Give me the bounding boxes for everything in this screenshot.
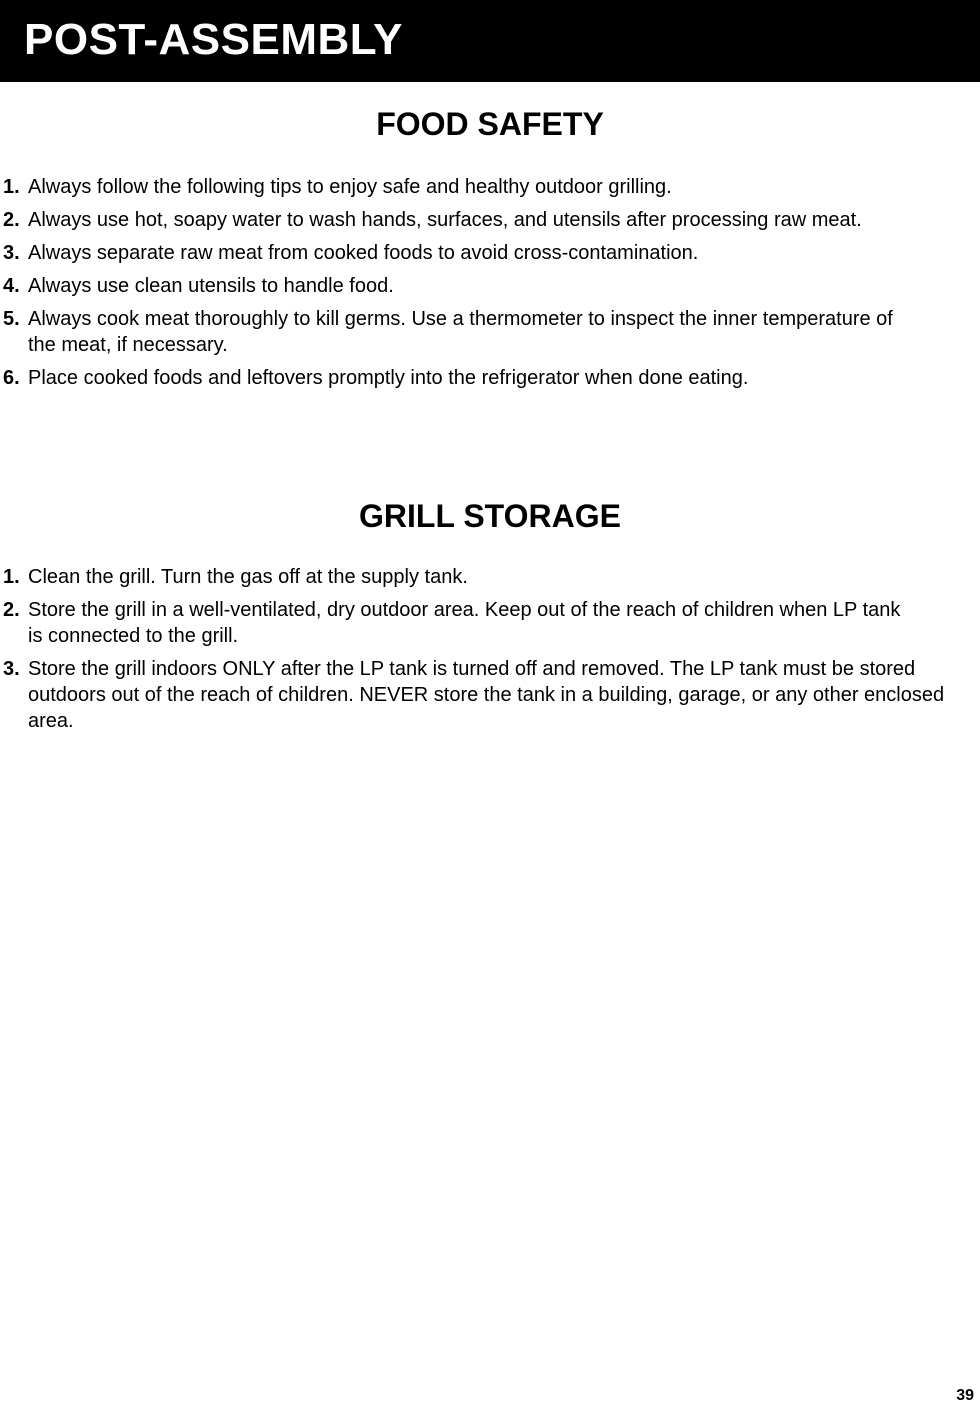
- grill-storage-section: [0, 496, 980, 741]
- item-text: Always separate raw meat from cooked foods to avoid cross-contamination.: [28, 242, 699, 264]
- grill-storage-item: [0, 656, 960, 734]
- item-text: Always follow the following tips to enjoy safe and healthy outdoor grilling.: [28, 176, 672, 198]
- food-safety-title: FOOD SAFETY: [376, 106, 604, 142]
- page-number: 39: [956, 1387, 974, 1404]
- item-number: 4.: [3, 275, 20, 297]
- food-safety-item: [0, 273, 910, 299]
- item-text: Store the grill indoors ONLY after the LP tank is turned off and removed. The LP tank must be stored outdoors out of the reach of children. NEVER store the tank in a building, garage, or any other enclosed area.: [28, 658, 945, 732]
- item-number: 5.: [3, 308, 20, 330]
- food-safety-item: [0, 207, 910, 233]
- grill-storage-list: [0, 564, 960, 734]
- food-safety-item: [0, 240, 910, 266]
- page-title: POST-ASSEMBLY: [24, 15, 403, 64]
- item-text: Always use clean utensils to handle food.: [28, 275, 394, 297]
- item-text: Always use hot, soapy water to wash hands, surfaces, and utensils after processing raw meat.: [28, 209, 862, 231]
- item-number: 3.: [3, 242, 20, 264]
- grill-storage-item: [0, 564, 960, 590]
- food-safety-list: [0, 174, 910, 391]
- item-number: 6.: [3, 367, 20, 389]
- header-bar: [0, 0, 980, 82]
- food-safety-item: [0, 306, 910, 358]
- item-text: Always cook meat thoroughly to kill germs. Use a thermometer to inspect the inner temperature of the meat, if necessary.: [28, 308, 893, 356]
- item-text: Place cooked foods and leftovers promptly into the refrigerator when done eating.: [28, 367, 749, 389]
- food-safety-item: [0, 365, 910, 391]
- item-number: 1.: [3, 176, 20, 198]
- grill-storage-item: [0, 597, 960, 649]
- grill-storage-title: GRILL STORAGE: [359, 498, 621, 534]
- item-text: Store the grill in a well-ventilated, dry outdoor area. Keep out of the reach of children when LP tank is connected to the grill.: [28, 599, 901, 647]
- item-number: 3.: [3, 658, 20, 680]
- item-number: 2.: [3, 209, 20, 231]
- item-number: 1.: [3, 566, 20, 588]
- item-number: 2.: [3, 599, 20, 621]
- item-text: Clean the grill. Turn the gas off at the supply tank.: [28, 566, 468, 588]
- food-safety-section: [0, 104, 980, 398]
- food-safety-item: [0, 174, 910, 200]
